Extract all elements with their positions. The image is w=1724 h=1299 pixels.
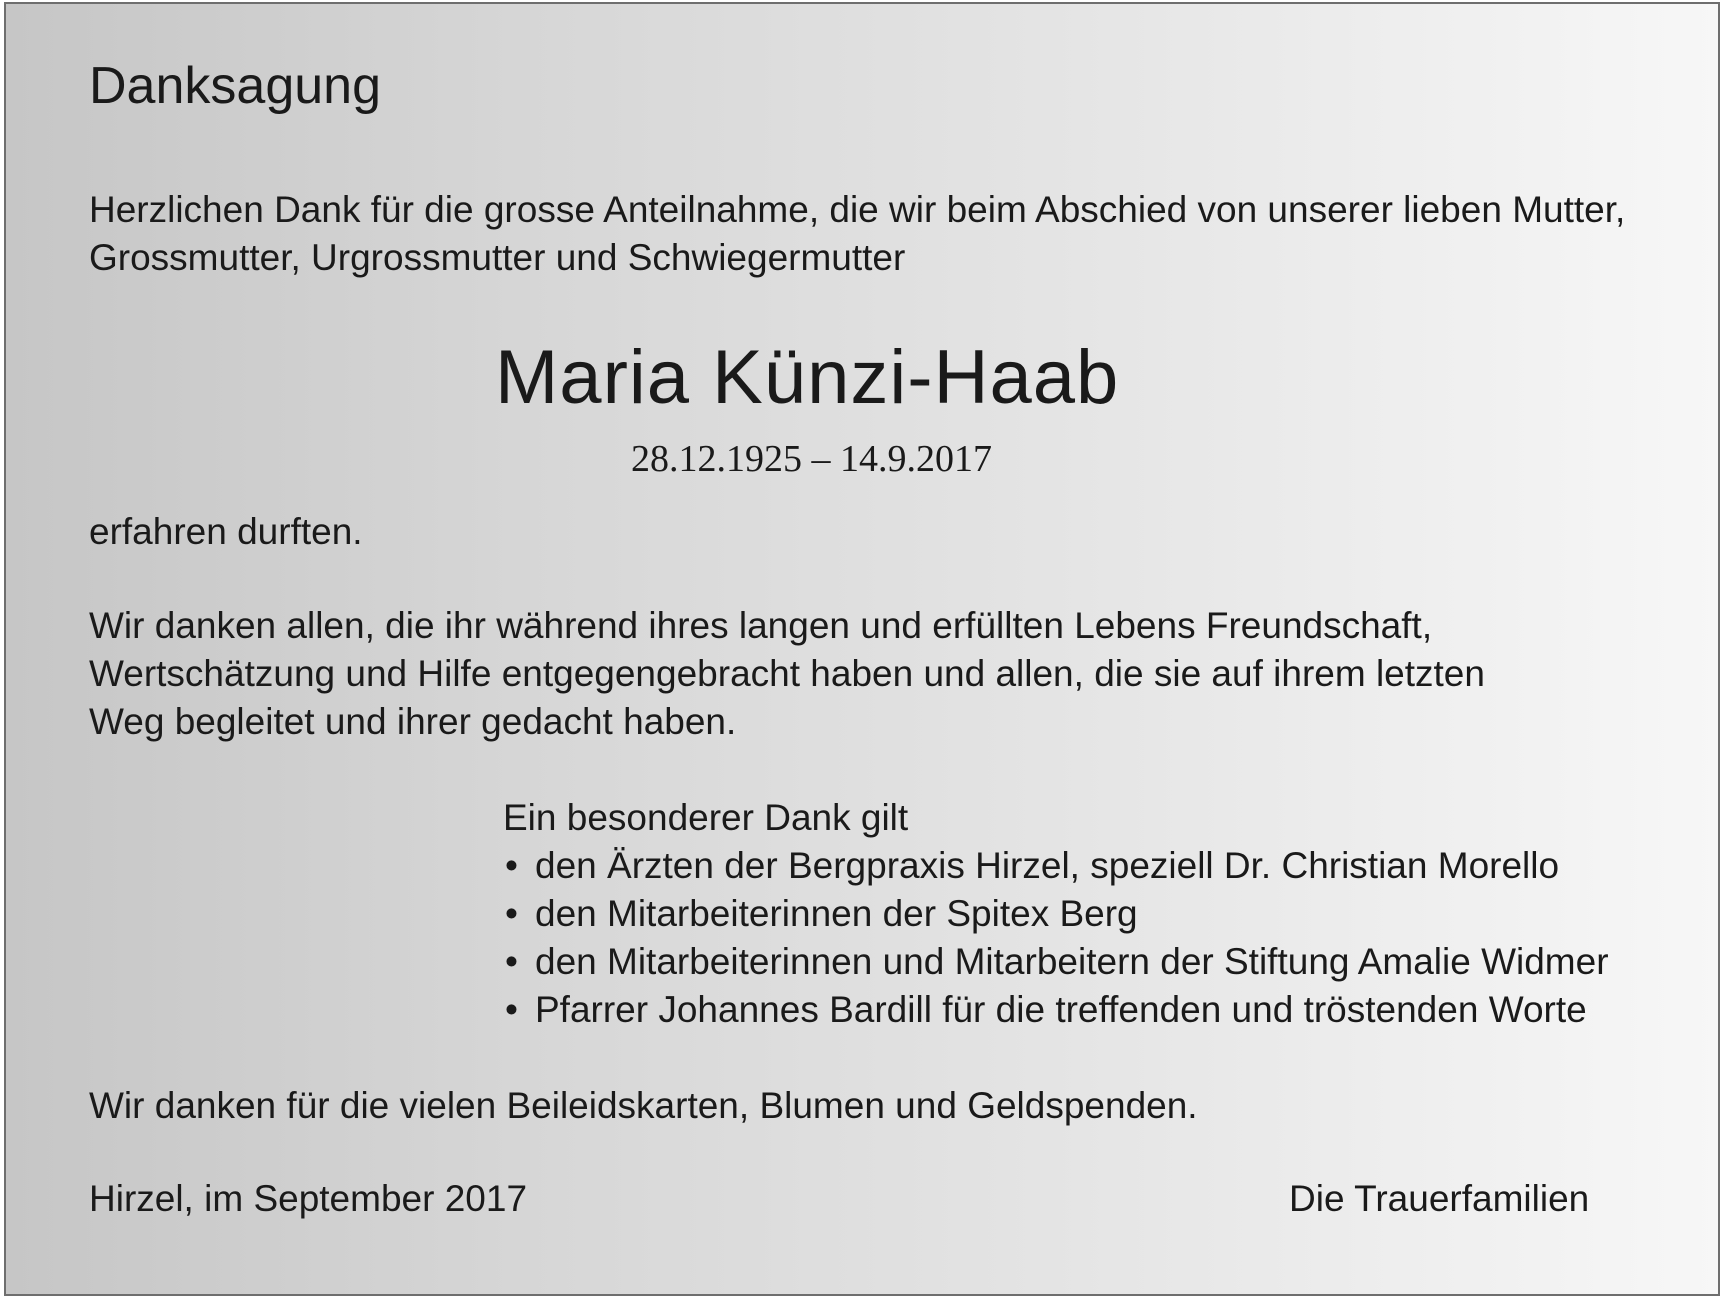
- intro-closing: erfahren durften.: [89, 511, 363, 552]
- list-item: • den Ärzten der Bergpraxis Hirzel, speziell Dr. Christian Morello: [503, 842, 1609, 890]
- donations-thanks: Wir danken für die vielen Beileidskarten, Blumen und Geldspenden.: [89, 1085, 1198, 1126]
- thanks-paragraph: [89, 602, 1485, 746]
- list-item: • den Mitarbeiterinnen der Spitex Berg: [503, 890, 1609, 938]
- paragraph-line: Weg begleitet und ihrer gedacht haben.: [89, 701, 737, 742]
- intro-text: [89, 186, 1625, 282]
- paragraph-line: Wertschätzung und Hilfe entgegengebracht haben und allen, die sie auf ihrem letzten: [89, 653, 1485, 694]
- list-item: • Pfarrer Johannes Bardill für die treffenden und tröstenden Worte: [503, 986, 1609, 1034]
- obituary-card: [4, 2, 1720, 1296]
- special-thanks: [503, 794, 1609, 1034]
- place-date: Hirzel, im September 2017: [89, 1178, 528, 1219]
- deceased-name: Maria Künzi-Haab: [495, 335, 1120, 420]
- intro-line: Herzlichen Dank für die grosse Anteilnahme, die wir beim Abschied von unserer lieben Mutter,: [89, 189, 1626, 230]
- heading: Danksagung: [89, 57, 381, 115]
- life-dates: 28.12.1925 – 14.9.2017: [631, 438, 992, 480]
- special-thanks-title: Ein besonderer Dank gilt: [503, 797, 909, 838]
- paragraph-line: Wir danken allen, die ihr während ihres langen und erfüllten Lebens Freundschaft,: [89, 605, 1433, 646]
- list-item: • den Mitarbeiterinnen und Mitarbeitern der Stiftung Amalie Widmer: [503, 938, 1609, 986]
- intro-line: Grossmutter, Urgrossmutter und Schwiegermutter: [89, 237, 906, 278]
- signature: Die Trauerfamilien: [1289, 1178, 1590, 1219]
- special-thanks-list: [503, 842, 1609, 1034]
